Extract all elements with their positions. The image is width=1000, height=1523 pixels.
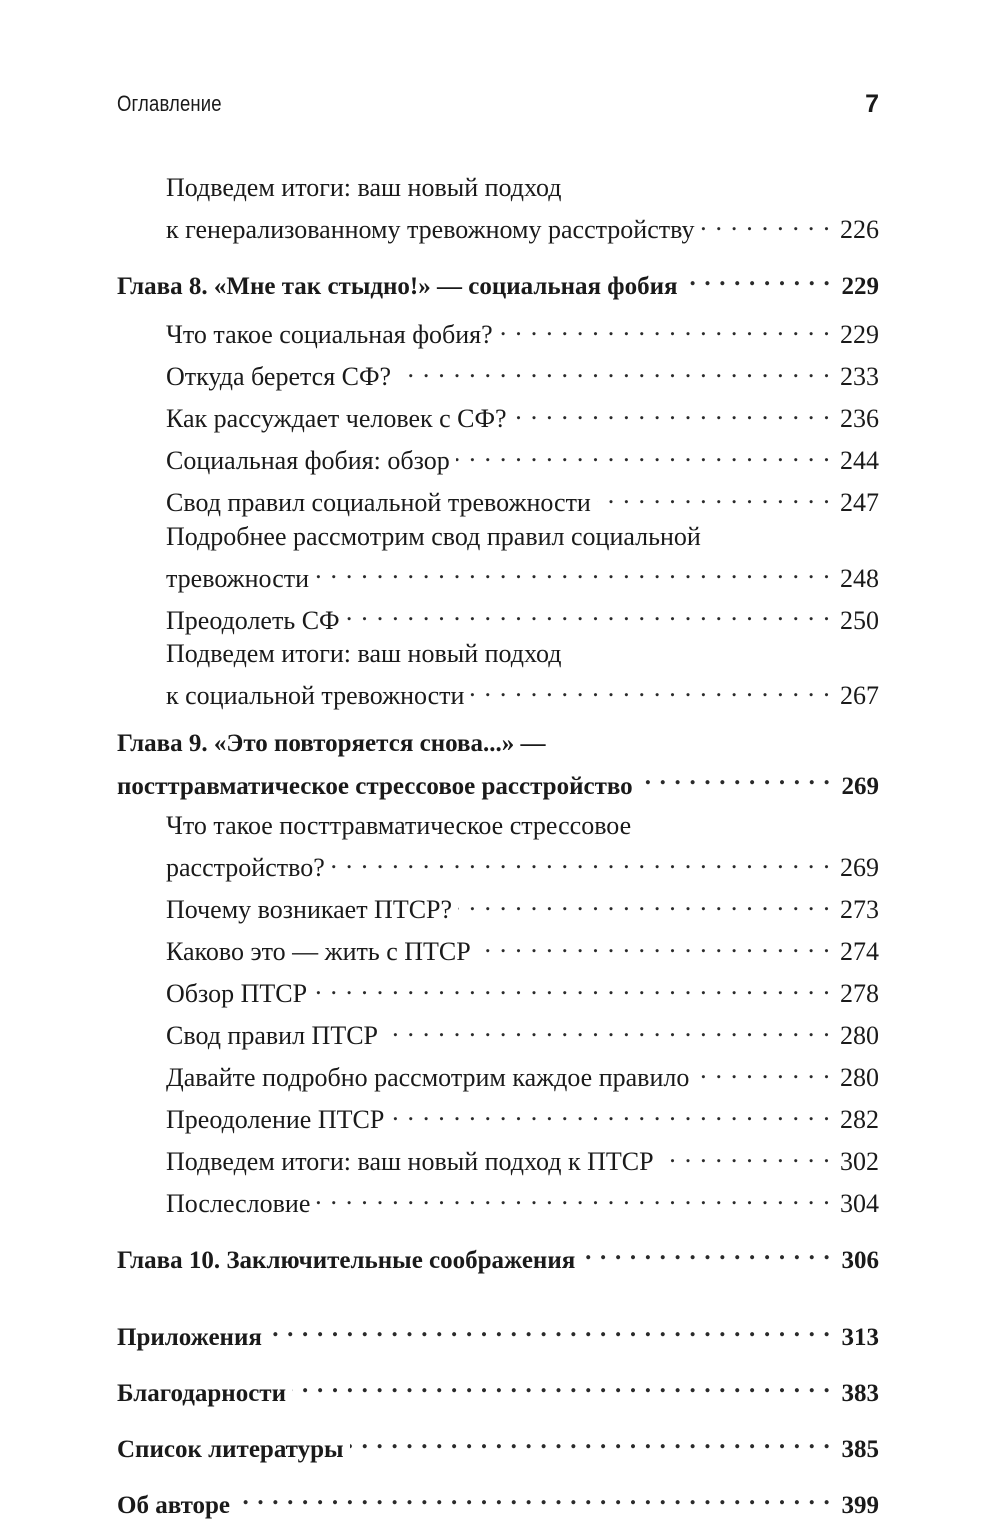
toc-entry-label: Как рассуждает человек с СФ? [166, 404, 507, 433]
dot-leader [236, 1480, 831, 1514]
toc-page-number: 274 [840, 937, 879, 966]
toc-entry-label: к социальной тревожности [166, 681, 465, 710]
toc-page-number: 236 [840, 404, 879, 433]
dot-leader [597, 478, 831, 512]
toc-about-author[interactable] [117, 1480, 879, 1523]
toc-page-number: 306 [841, 1247, 879, 1274]
toc-entry-label: Давайте подробно рассмотрим каждое правило [166, 1063, 690, 1092]
toc-entry-label: Почему возникает ПТСР? [166, 895, 453, 924]
dot-leader [316, 1179, 831, 1213]
toc-chapter-8[interactable] [117, 261, 879, 304]
toc-references[interactable] [117, 1424, 879, 1467]
toc-entry-label: Что такое социальная фобия? [166, 320, 493, 349]
dot-leader [581, 1235, 831, 1269]
toc-entry-label: Преодоление ПТСР [166, 1105, 385, 1134]
toc-entry[interactable] [117, 885, 879, 927]
dot-leader [315, 553, 831, 587]
toc-entry-label: Обзор ПТСР [166, 979, 308, 1008]
dot-leader [513, 394, 831, 428]
dot-leader [458, 885, 831, 919]
toc-page-number: 385 [841, 1436, 879, 1463]
running-head [117, 86, 879, 122]
dot-leader [331, 843, 831, 877]
toc-entry-label: Преодолеть СФ [166, 605, 340, 635]
dot-leader [470, 671, 831, 705]
dot-leader [292, 1368, 831, 1402]
toc-entry[interactable] [117, 969, 879, 1011]
dot-leader [313, 969, 831, 1003]
toc-entry-label: Послесловие [166, 1189, 311, 1218]
toc-entry[interactable] [117, 394, 879, 436]
toc-entry[interactable] [117, 310, 879, 352]
toc-acknowledgements[interactable] [117, 1368, 879, 1411]
toc-entry-label: Свод правил ПТСР [166, 1021, 378, 1050]
toc-entry[interactable] [117, 205, 879, 247]
toc-page-number: 269 [841, 772, 879, 800]
back-matter-title: Об авторе [117, 1492, 231, 1519]
dot-leader [346, 595, 831, 629]
toc-entry-line: Подробнее рассмотрим свод правил социальной [166, 521, 701, 551]
toc-page-number: 304 [840, 1189, 879, 1218]
toc-page-number: 248 [840, 563, 879, 593]
toc-entry-line: Что такое посттравматическое стрессовое [166, 811, 632, 840]
dot-leader [684, 261, 832, 295]
dot-leader [477, 927, 831, 961]
toc-entry[interactable] [117, 595, 879, 637]
toc-entry-line: Подведем итоги: ваш новый подход [166, 173, 562, 202]
toc-entry[interactable] [117, 843, 879, 885]
toc-entry[interactable] [117, 352, 879, 394]
toc-entry[interactable] [117, 671, 879, 713]
toc-appendices[interactable] [117, 1312, 879, 1355]
dot-leader [456, 436, 831, 470]
toc-entry-label: Откуда берется СФ? [166, 362, 392, 391]
toc-entry[interactable] [117, 1053, 879, 1095]
chapter-title-line: Глава 9. «Это повторяется снова...» — [117, 729, 546, 757]
toc-page-number: 229 [840, 320, 879, 349]
page-number: 7 [865, 89, 879, 118]
table-of-contents [117, 171, 879, 1523]
dot-leader [397, 352, 831, 386]
toc-entry-line: Подведем итоги: ваш новый подход [166, 639, 562, 668]
toc-page-number: 282 [840, 1105, 879, 1134]
back-matter-title: Приложения [117, 1324, 262, 1351]
dot-leader [350, 1424, 831, 1458]
toc-entry[interactable] [117, 927, 879, 969]
toc-page-number: 302 [840, 1147, 879, 1176]
toc-entry-label: Социальная фобия: обзор [166, 446, 450, 475]
toc-page-number: 280 [840, 1063, 879, 1092]
toc-entry[interactable] [117, 1179, 879, 1221]
toc-page-number: 313 [841, 1324, 879, 1351]
toc-entry-label: тревожности [166, 563, 310, 593]
toc-page-number: 267 [840, 681, 879, 710]
toc-page-number: 383 [841, 1380, 879, 1407]
toc-page-number: 250 [840, 605, 879, 635]
toc-entry[interactable] [117, 1011, 879, 1053]
toc-chapter-9[interactable] [117, 760, 879, 803]
chapter-title: Глава 10. Заключительные соображения [117, 1247, 576, 1274]
toc-page-number: 269 [840, 853, 879, 882]
toc-page-number: 273 [840, 895, 879, 924]
dot-leader [701, 205, 832, 239]
toc-entry-label: расстройство? [166, 853, 325, 882]
dot-leader [384, 1011, 831, 1045]
toc-entry-label: Каково это — жить с ПТСР [166, 937, 471, 966]
toc-page-number: 233 [840, 362, 879, 391]
dot-leader [695, 1053, 831, 1087]
dot-leader [639, 760, 831, 794]
toc-entry-label: к генерализованному тревожному расстройству [166, 215, 695, 244]
toc-entry-label: Свод правил социальной тревожности [166, 488, 591, 517]
toc-entry-label: Подведем итоги: ваш новый подход к ПТСР [166, 1147, 654, 1176]
dot-leader [499, 310, 831, 344]
running-title: Оглавление [117, 91, 222, 116]
back-matter-title: Благодарности [117, 1380, 286, 1407]
toc-chapter-10[interactable] [117, 1235, 879, 1278]
toc-entry[interactable] [117, 553, 879, 595]
toc-page-number: 226 [840, 215, 879, 244]
chapter-title: посттравматическое стрессовое расстройство [117, 772, 633, 800]
toc-page-number: 247 [840, 488, 879, 517]
toc-page-number: 280 [840, 1021, 879, 1050]
dot-leader [660, 1137, 831, 1171]
toc-page-number: 399 [841, 1492, 879, 1519]
back-matter-title: Список литературы [117, 1436, 344, 1463]
toc-page-number: 229 [841, 273, 879, 300]
chapter-title: Глава 8. «Мне так стыдно!» — социальная фобия [117, 273, 678, 300]
toc-page-number: 278 [840, 979, 879, 1008]
dot-leader [390, 1095, 831, 1129]
toc-page-number: 244 [840, 446, 879, 475]
toc-entry[interactable] [117, 1095, 879, 1137]
dot-leader [268, 1312, 831, 1346]
toc-entry[interactable] [117, 478, 879, 520]
toc-entry[interactable] [117, 1137, 879, 1179]
toc-entry[interactable] [117, 436, 879, 478]
